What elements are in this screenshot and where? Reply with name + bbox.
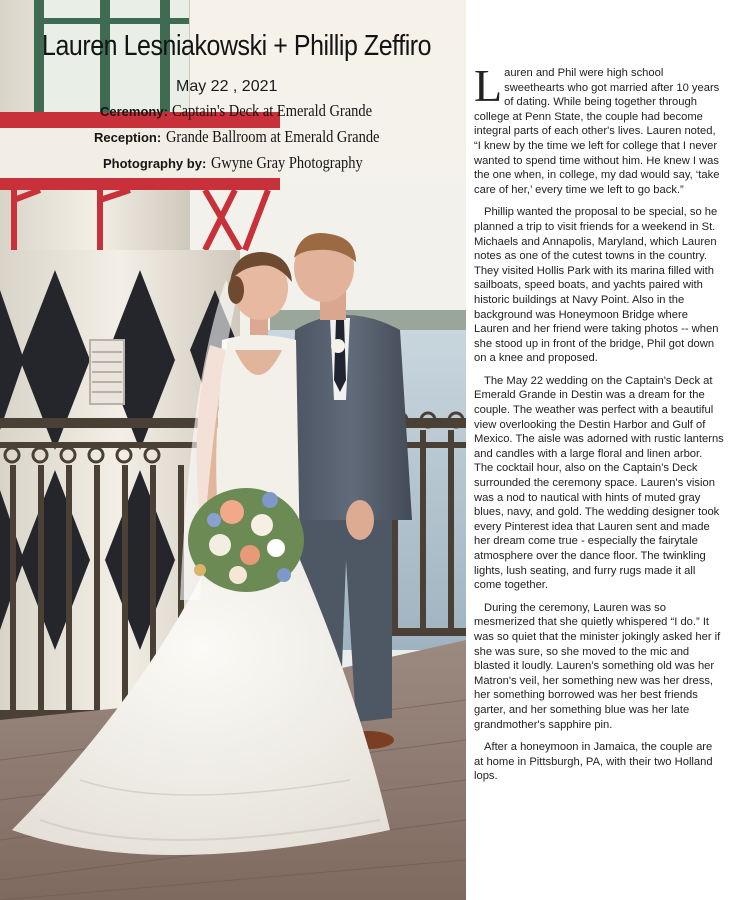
article-body xyxy=(474,60,724,792)
ceremony-label: Ceremony: xyxy=(100,104,168,119)
reception-label: Reception: xyxy=(94,130,162,145)
article-paragraph: Lauren and Phil were high school sweethearts who got married after 10 years of dating. While being together through college at Penn State, the couple had become integral parts of each other's lives. Lauren noted, “I knew by the time we left for college that I never wanted to spend time without him. He knew I was the one when, in college, my dad would say, ‘take care of her,’ every time we left to go back.” xyxy=(474,60,720,196)
reception-credit xyxy=(94,127,417,147)
photography-value: Gwyne Gray Photography xyxy=(210,153,363,172)
photography-label: Photography by: xyxy=(103,156,207,171)
couple-names-title: Lauren Lesniakowski + Phillip Zeffiro xyxy=(42,30,432,62)
article-paragraph: The May 22 wedding on the Captain's Deck at Emerald Grande in Destin was a dream for the couple. The weather was perfect with a beautiful view overlooking the Destin Harbor and Gulf of Mexico. The aisle was adorned with rustic lanterns and candles with a large floral and linen arbor. The cocktail hour, also on the Captain's Deck surrounded the ceremony space. Lauren's vision was a nod to nautical with hints of muted gray blues, navy, and gold. The wedding designer took every Pinterest idea that Lauren sent and made her dream come true - especially the fairytale atmosphere over the dance floor. The twinkling lights, lush seating, and furry rugs made it all come together. xyxy=(474,374,724,592)
wedding-date: May 22 , 2021 xyxy=(176,78,278,95)
photography-credit xyxy=(103,153,389,173)
article-paragraph: Phillip wanted the proposal to be special, so he planned a trip to visit friends for a weekend in St. Michaels and Annapolis, Maryland, which Lauren notes as one of the cutest towns in the country. They visited Hollis Park with its marina filled with sailboats, speed boats, and yachts paired with historic buildings at Navy Point. Also in the background was Honeymoon Bridge where Lauren and her friend were taking photos -- when she stood up in front of the bridge, Phil got down on a knee and proposed. xyxy=(474,206,719,365)
article-paragraph: During the ceremony, Lauren was so mesmerized that she quietly whispered “I do.” It was so quiet that the minister jokingly asked her if she was sure, so she moved to the mic and blasted it loudly. Lauren's something old was her Matron's veil, her something new was her dress, her something borrowed was her best friends garter, and her something blue was her late grandmother's sapphire pin. xyxy=(474,601,721,731)
ceremony-value: Captain's Deck at Emerald Grande xyxy=(172,101,373,120)
drop-cap: L xyxy=(474,60,503,111)
article-paragraph: After a honeymoon in Jamaica, the couple are at home in Pittsburgh, PA, with their two Holland lops. xyxy=(474,741,713,783)
reception-value: Grande Ballroom at Emerald Grande xyxy=(165,127,380,146)
ceremony-credit xyxy=(100,101,408,121)
